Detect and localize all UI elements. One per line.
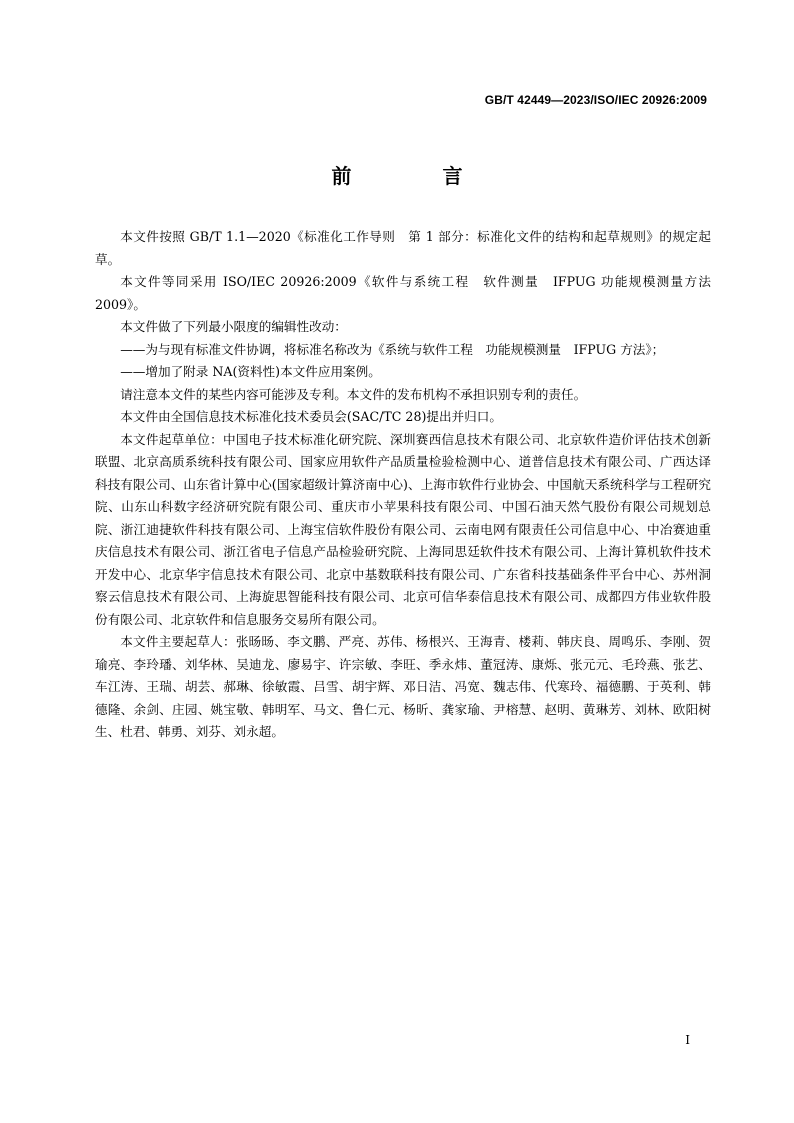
list-item-annex-added: ——增加了附录 NA(资料性)本文件应用案例。: [120, 364, 381, 379]
paragraph-drafting-rules: 本文件按照 GB/T 1.1—2020《标准化工作导则 第 1 部分：标准化文件的结构和起草规则》的规定起草。: [95, 229, 711, 267]
list-item-title-change: ——为与现有标准文件协调，将标准名称改为《系统与软件工程 功能规模测量 IFPUG 方法》；: [120, 341, 665, 357]
paragraph-drafting-units: 本文件起草单位：中国电子技术标准化研究院、深圳赛西信息技术有限公司、北京软件造价评估技术创新联盟、北京高质系统科技有限公司、国家应用软件产品质量检验检测中心、道普信息技术有限公司、广西达译科技有限公司、山东省计算中心(国家超级计算济南中心)、上海市软件行业协会、中国航天系统科学与工程研究院、山东山科数字经济研究院有限公司、重庆市小苹果科技有限公司、中国石油天然气股份有限公司规划总院、浙江迪捷软件科技有限公司、上海宝信软件股份有限公司、云南电网有限责任公司信息中心、中冶赛迪重庆信息技术有限公司、浙江省电子信息产品检验研究院、上海同思廷软件技术有限公司、上海计算机软件技术开发中心、北京华宇信息技术有限公司、北京中基数联科技有限公司、广东省科技基础条件平台中心、苏州洞察云信息技术有限公司、上海旋思智能科技有限公司、北京可信华泰信息技术有限公司、成都四方伟业软件股份有限公司、北京软件和信息服务交易所有限公司。: [95, 431, 711, 627]
standard-code-header: GB/T 42449—2023/ISO/IEC 20926:2009: [484, 93, 707, 107]
paragraph-adoption: 本文件等同采用 ISO/IEC 20926:2009《软件与系统工程 软件测量 IFPUG 功能规模测量方法 2009》。: [95, 274, 711, 312]
paragraph-editorial-changes: 本文件做了下列最小限度的编辑性改动：: [120, 319, 347, 334]
page-title: 前 言: [331, 164, 505, 188]
paragraph-committee: 本文件由全国信息技术标准化技术委员会(SAC/TC 28)提出并归口。: [120, 409, 502, 424]
page-number: I: [685, 1033, 690, 1047]
paragraph-drafters: 本文件主要起草人：张旸旸、李文鹏、严亮、苏伟、杨根兴、王海青、楼莉、韩庆良、周鸣乐、李刚、贺瑜亮、李玲璠、刘华林、吴迪龙、廖易宇、许宗敏、李旺、季永炜、董冠涛、康烁、张元元、毛玲燕、张艺、车江涛、王瑞、胡芸、郝琳、徐敏霞、吕雪、胡宇辉、邓日洁、冯宽、魏志伟、代寒玲、福德鹏、于英利、韩德隆、余剑、庄园、姚宝敬、韩明军、马文、鲁仁元、杨昕、龚家瑜、尹榕慧、赵明、黄琳芳、刘林、欧阳树生、杜君、韩勇、刘芬、刘永超。: [95, 634, 711, 739]
foreword-body: [95, 226, 711, 744]
paragraph-patent-notice: 请注意本文件的某些内容可能涉及专利。本文件的发布机构不承担识别专利的责任。: [120, 386, 587, 402]
